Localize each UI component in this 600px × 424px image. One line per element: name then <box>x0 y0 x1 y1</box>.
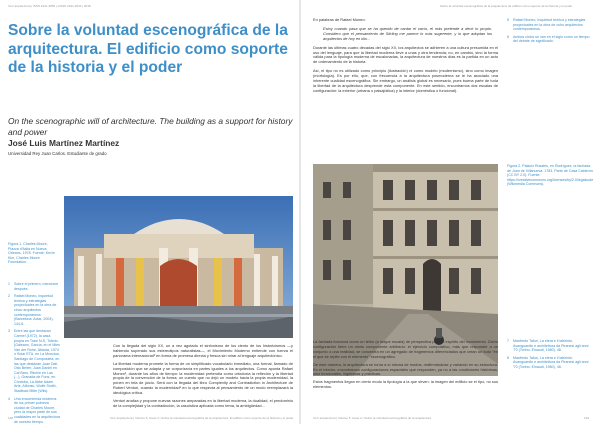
right-running-head: Sobre la voluntad escenográfica de la arquitectura. El edificio como soporte de la historia y el poder <box>440 4 573 8</box>
right-footnotes-top <box>507 18 593 47</box>
body-paragraph: La fachada funciona como un telón (a mayor escala) de perspectiva para el espíritu del movimiento. Dicho configuración tiene un cierto componente arbitrario: el ejercicio compositivo, más que responder a un conjunto o una realidad, se concentra en un agregado de fragmentos diferenciados que crean un todo "en el que se repite con el elemento" escenográfico. <box>313 339 498 359</box>
left-running-head: VLC arquitectura | ISSN 2341-3050 | eISSN 2341-2534 | 2018 <box>8 4 91 8</box>
article-title: Sobre la voluntad escenográfica de la arquitectura. El edificio como soporte de la historia y el poder <box>8 22 288 77</box>
figure-2-caption: Figura 2. Palacio Rosales, en Rodríguez, la fachada de Juan de Villanueva, 1783. Parte de Casa Calderón (CC BY 2.0). Fuente: https://creativecommons.org/licenses/by/2.0/legalcode (Wikimedia Commons). <box>507 164 594 187</box>
block-quote: Estoy cuando pasa que se ha querido de cantar el vacío, el más pretende a decir lo propio. Considero que el pensamiento de Stirling me parece lo más sugerente, y lo que adoptan los arquitectos de hoy en día... <box>323 25 492 41</box>
body-paragraph: Durante las últimas cuatro décadas del siglo XX, los arquitectos se adhieren a una cultura presumida en el uso del lenguaje, para que la libertad moderna lleve a unas y otra tendencia; no, en cambio, sino la forma válida para la tipología moderna de escalonadas, la arquitectura de nuestros días es la partida en un acto de ordenamiento de la historia. <box>313 44 498 65</box>
footnote-2: 2 Rafael Moneo, inquietud teórica y estrategias proyectuales en la obra de cinco arquitectos contemporáneos (Barcelona: Actar, 2004), 144-8. <box>8 294 57 326</box>
body-paragraph: La libertad moderna promete la forma de un simplificado vocabulario inmediato, una formal, llamado de composición que se adapta y se corporizaría en partes iguales a los arquitectos. Como apunta Rafael Moneo², durante los años de tiempo: la modernidad pretendía como ortodoxia la reflexión y la libertad propia de la convención de la forma; un cuento que no dejó un modelo hacia la propia modernidad, la ponen en tela de juicio. Será con la llegada del libro Complexity and Contradiction in Architecture de Robert Venturi, cuando la modernidad¹ en lo que respecta al pensamiento de un modo reemplazará la ideológica crítica. <box>113 360 293 396</box>
author-affiliation: Universidad Rey Juan Carlos. Estudiante de grado <box>8 151 107 156</box>
left-body-text <box>113 344 293 412</box>
left-running-foot: VLC arquitectura | Volume 5, Issue 2 | Sobre la voluntad escenográfica de la arquitectura. El edificio como soporte de la historia y el poder <box>110 416 294 420</box>
footnote-5: 5 Rafael Moneo, Inquietud teórica y estrategias proyectuales en la obra de ocho arquitectos contemporáneos. <box>507 18 586 32</box>
body-paragraph: En palabras de Rafael Moneo: <box>313 17 366 22</box>
footnote-7: 7 Manfredo Tafuri, La sfera e il labirinto. Avanguardie e architettura da Piranesi agli anni '70 (Torino: Einaudi, 1980), 46. <box>507 339 589 353</box>
page-gutter <box>299 0 301 424</box>
right-page-number: 149 <box>584 416 590 420</box>
right-footnotes-bottom <box>507 339 593 373</box>
right-body-text <box>313 18 498 98</box>
author-name: José Luis Martínez Martínez <box>8 138 120 148</box>
figure-1-image <box>64 196 293 338</box>
article-subtitle: On the scenographic will of architecture. The building as a support for history and power <box>8 116 293 137</box>
body-paragraph: Estos fragmentos llegan en cierto modo la tipología a la que sirven: la imagen del edificio se el tipo, no sus elementos. <box>313 379 498 390</box>
piazza-italia-illustration <box>64 196 293 338</box>
footnote-4: 4 Una encomienda moderna de los primer pobreza ciudad de Charles Moore, pero la mayor parte de sus cualidades en la arquitectura de nuestro tiempo. <box>8 396 60 424</box>
body-paragraph: Venturi analiza y propone nuevas razones amparadas en la libertad moderna, la dualidad, el predominio de la complejidad y la contradicción, la casuística aplicada como tema, la ambigüedad... <box>113 398 293 408</box>
figure-1-caption: Figura 1. Charles Moore, Piazza d'Italia en Nueva Orleans, 1978. Fuente: Kevin Kim; Charles Moore Foundation. <box>8 242 55 265</box>
footnote-8: 8 Manfredo Tafuri, La sfera e il labirinto. Avanguardie e architettura da Piranesi agli anni '70 (Torino: Einaudi, 1980), 46. <box>507 355 589 369</box>
footnote-1: 1 Sobre el primero, mencione después. <box>8 282 59 291</box>
body-paragraph: Así, el tipo no es utilizado como principio (ilustración) ni como modelo (modernismo), sino como imagen (morfología). Es por ello, que, con frecuencia a la arquitectura posmoderna se le ha asociado una inherente cualidad escenográfica. Sin embargo, un análisis global es necesario, pues buena parte de toda la libertad de la arquitectura desprende esta componente. En este sentido, encontramos dos escalas de configuración: la exterior (urbana o paisajística) y la interior (doméstica o funcional). <box>313 68 498 93</box>
right-body-text-bottom <box>313 340 498 393</box>
footnote-6: 6 Ambos ciclos se van en el siglo como un tiempo del debate de significado. <box>507 34 590 44</box>
right-running-foot: VLC arquitectura | Volume 5, Issue 2 | Sobre la voluntad escenográfica de la arquitectura <box>313 416 432 420</box>
footnote-3: 3 Entre las que destacan Carmel (1972), la casa propia en Trani N-S, Toledo (Galeano, García, en el Mies Van der Rohe, Atlanta, 1974 o Solar ETA, en La Moncloa, Santiago de Compostela, en las que destacan Juan Dalí, Otto Beiter, Juan Daniel en Cal Baro, Ritchie en Las (...), Granada de Fons, en Córdoba, La Abbe Adam Arte. Alfonso, Wolfe Smith, Stadtbad Mitte (Wils). <box>8 329 60 394</box>
left-page-number: 148 <box>8 416 14 420</box>
left-footnotes <box>8 282 60 424</box>
body-paragraph: Con la llegada del siglo XX, un a vez agotado el sinfonismo de los ciento de los historicismos —y habiendo superado sus estereotipos naturalistas—, el Movimiento Moderno entiende con fuerza el panorama internacional³ en forma de promesa directa y fresca sin mirar al lenguaje arquitectónico. <box>113 343 293 358</box>
body-paragraph: De este manera, la arquitectura se torna a sí misma de modos, reafirmándose y variando en su estructura. En el interior, encontramos configuraciones espaciales que responden, ya no a las condiciones históricas, sino funcionales, higiénicas y prácticas. <box>313 361 498 377</box>
